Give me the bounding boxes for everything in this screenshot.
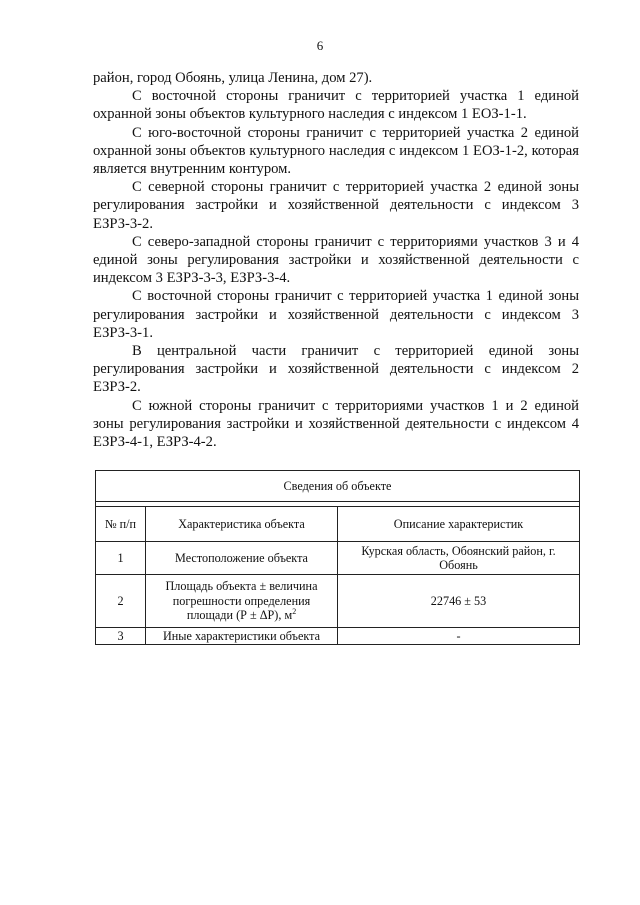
row-characteristic: [146, 575, 338, 628]
table-row: [96, 542, 580, 575]
paragraph: С южной стороны граничит с территориями участков 1 и 2 единой зоны регулирования застройки и хозяйственной деятельности с индексом 4 ЕЗРЗ-4-1, ЕЗРЗ-4-2.: [93, 397, 579, 451]
row-description: -: [338, 628, 580, 645]
row-characteristic: Иные характеристики объекта: [146, 628, 338, 645]
header-num: № п/п: [96, 507, 146, 542]
paragraph: В центральной части граничит с территорией единой зоны регулирования застройки и хозяйственной деятельности с индексом 2 ЕЗРЗ-2.: [93, 343, 579, 396]
row-description: 22746 ± 53: [338, 575, 580, 628]
paragraph: С северной стороны граничит с территорией участка 2 единой зоны регулирования застройки и хозяйственной деятельности с индексом 3 ЕЗРЗ-3-2.: [93, 179, 579, 232]
table-header-row: [96, 507, 580, 542]
paragraph: С юго-восточной стороны граничит с территорией участка 2 единой охранной зоны объектов культурного наследия с индексом 1 ЕОЗ-1-2, которая является внутренним контуром.: [93, 124, 579, 178]
table-caption-row: [96, 471, 580, 502]
paragraph: район, город Обоянь, улица Ленина, дом 27).: [93, 70, 373, 86]
row-num: 3: [96, 628, 146, 645]
characteristic-text: Площадь объекта ± величина погрешности определения площади (Р ± ΔР), м: [165, 579, 318, 623]
row-characteristic: Местоположение объекта: [146, 542, 338, 575]
table-caption: Сведения об объекте: [96, 471, 580, 502]
unit-superscript: 2: [292, 607, 297, 617]
row-description: Курская область, Обоянский район, г. Обоянь: [338, 542, 580, 575]
table-row: [96, 628, 580, 645]
page-number: 6: [316, 38, 324, 53]
paragraph: С восточной стороны граничит с территорией участка 1 единой охранной зоны объектов культурного наследия с индексом 1 ЕОЗ-1-1.: [93, 88, 579, 123]
row-num: 2: [96, 575, 146, 628]
header-description: Описание характеристик: [338, 507, 580, 542]
body-text: [93, 69, 579, 451]
object-info-table: [95, 470, 580, 645]
table-row: [96, 575, 580, 628]
paragraph: С северо-западной стороны граничит с территориями участков 3 и 4 единой зоны регулирования застройки и хозяйственной деятельности с индексом 3 ЕЗРЗ-3-3, ЕЗРЗ-3-4.: [93, 233, 579, 287]
row-num: 1: [96, 542, 146, 575]
header-characteristic: Характеристика объекта: [146, 507, 338, 542]
paragraph: С восточной стороны граничит с территорией участка 1 единой зоны регулирования застройки и хозяйственной деятельности с индексом 3 ЕЗРЗ-3-1.: [93, 288, 579, 341]
